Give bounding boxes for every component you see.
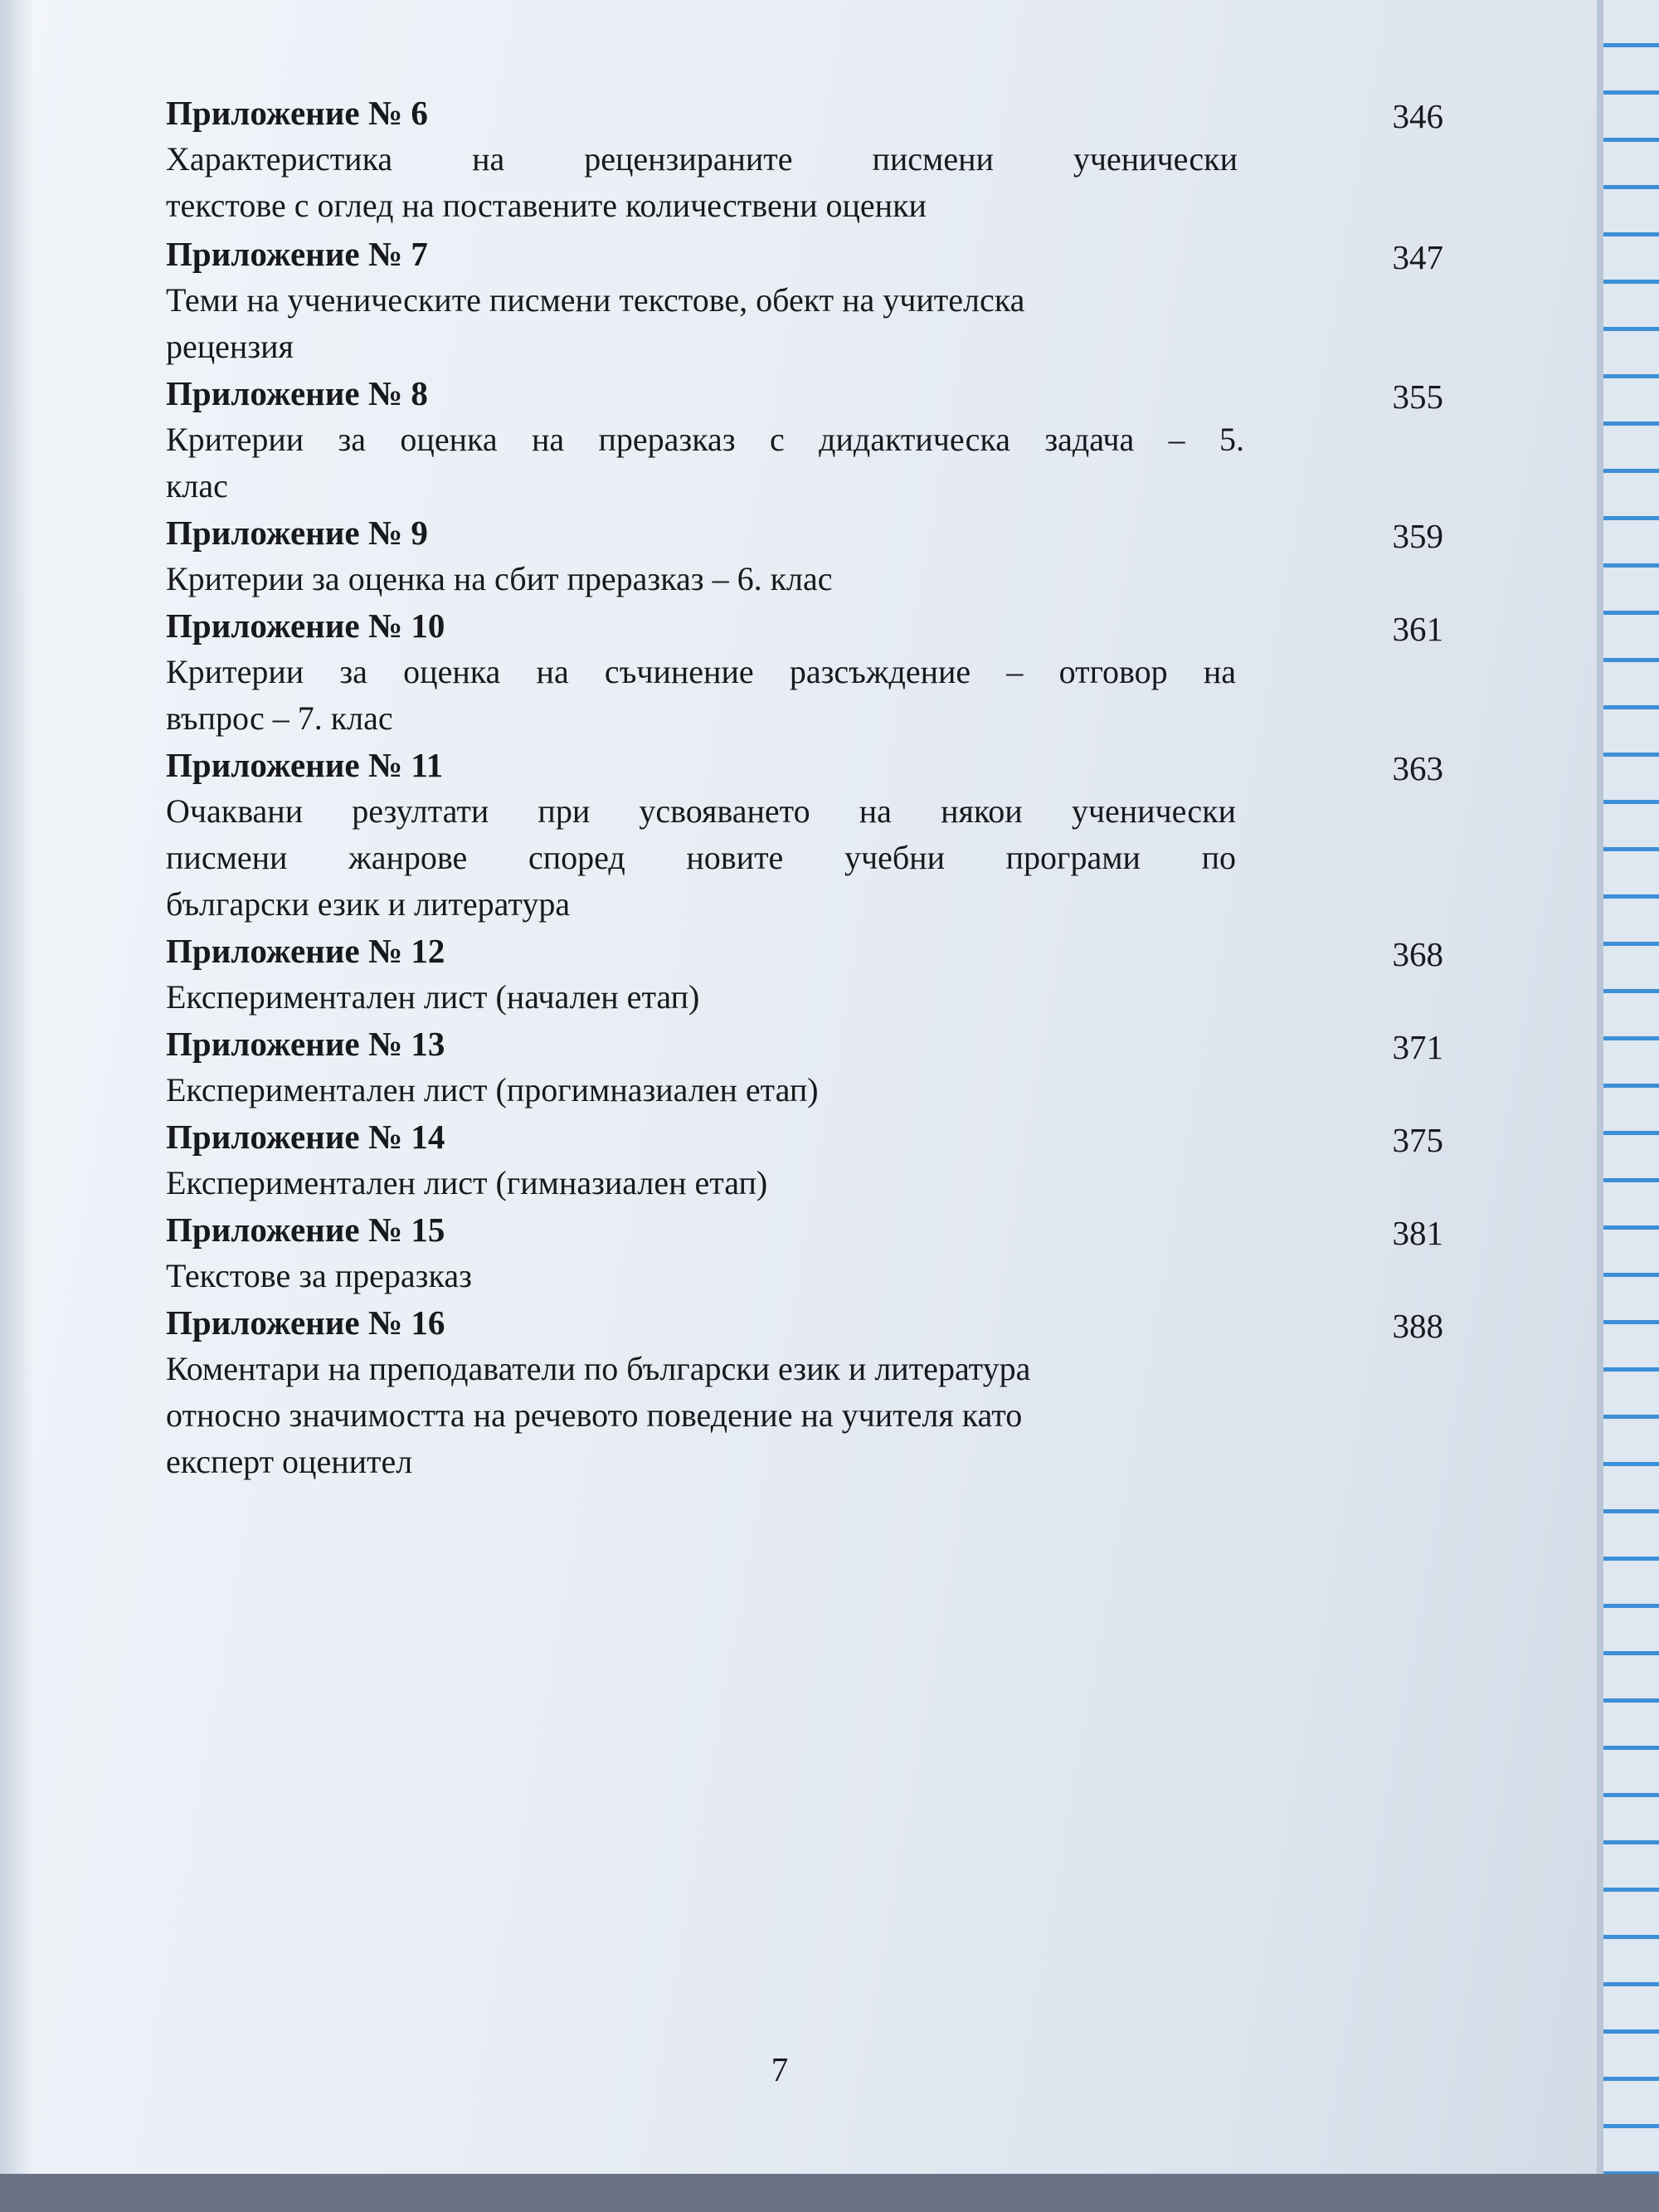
description-line: Експериментален лист (гимназиален етап) <box>166 1164 768 1201</box>
toc-entry-page: 388 <box>1392 1307 1443 1345</box>
description-line: Критерии за оценка на преразказ с дидактическа задача – 5. <box>166 421 1244 458</box>
toc-entry <box>166 602 1443 742</box>
description-line: клас <box>166 467 228 504</box>
description-line: рецензия <box>166 328 294 365</box>
description-line: Характеристика на рецензираните писмени ученически <box>166 140 1238 178</box>
description-line: писмени жанрове според новите учебни програми по <box>166 839 1236 876</box>
page-number: 7 <box>771 2050 789 2088</box>
description-line: Очаквани резултати при усвояването на някои ученически <box>166 792 1236 830</box>
toc-entry-page: 355 <box>1392 378 1443 416</box>
toc-entry-title: Приложение № 16 <box>166 1303 445 1342</box>
description-line: Текстове за преразказ <box>166 1257 472 1294</box>
table-of-contents <box>166 90 1443 1485</box>
toc-entry <box>166 1021 1443 1113</box>
description-line: Експериментален лист (прогимназиален етап) <box>166 1071 819 1108</box>
toc-entry-title: Приложение № 11 <box>166 746 444 784</box>
toc-entry-title: Приложение № 9 <box>166 514 428 552</box>
toc-entry-title: Приложение № 7 <box>166 235 428 273</box>
toc-entry-description <box>166 556 1244 602</box>
notebook-backdrop <box>1601 0 1659 2212</box>
toc-entry <box>166 1113 1443 1206</box>
toc-entry-title: Приложение № 13 <box>166 1025 445 1063</box>
toc-entry <box>166 928 1443 1021</box>
toc-entry-description <box>166 649 1236 742</box>
toc-entry <box>166 1299 1443 1485</box>
toc-entry-page: 368 <box>1392 935 1443 973</box>
toc-entry-page: 363 <box>1392 749 1443 787</box>
description-line: Коментари на преподаватели по български език и литература <box>166 1350 1031 1387</box>
toc-entry-page: 347 <box>1392 238 1443 276</box>
toc-entry-page: 375 <box>1392 1121 1443 1159</box>
toc-entry-description <box>166 277 1244 370</box>
toc-entry <box>166 742 1443 928</box>
toc-entry-description <box>166 417 1244 509</box>
toc-entry-description <box>166 136 1238 229</box>
toc-entry-title: Приложение № 8 <box>166 374 428 412</box>
description-line: текстове с оглед на поставените количествени оценки <box>166 187 927 224</box>
description-line: български език и литература <box>166 885 571 923</box>
toc-entry-title: Приложение № 15 <box>166 1211 445 1249</box>
toc-entry-description <box>166 1160 1244 1206</box>
description-line: Критерии за оценка на съчинение разсъждение – отговор на <box>166 653 1236 690</box>
toc-entry <box>166 509 1443 602</box>
description-line: експерт оценител <box>166 1443 413 1480</box>
toc-entry-page: 371 <box>1392 1028 1443 1066</box>
description-line: въпрос – 7. клас <box>166 699 393 737</box>
description-line: Експериментален лист (начален етап) <box>166 978 700 1016</box>
description-line: Теми на ученическите писмени текстове, обект на учителска <box>166 281 1025 319</box>
description-line: относно значимостта на речевото поведение на учителя като <box>166 1396 1023 1434</box>
description-line: Критерии за оценка на сбит преразказ – 6. клас <box>166 560 833 597</box>
toc-entry-description <box>166 1067 1244 1113</box>
toc-entry <box>166 231 1443 370</box>
toc-entry-description <box>166 1253 1244 1299</box>
toc-entry <box>166 370 1443 509</box>
toc-entry-description <box>166 1346 1224 1485</box>
toc-entry-page: 346 <box>1392 97 1443 135</box>
toc-entry-description <box>166 974 1244 1021</box>
page-edge <box>1597 0 1603 2212</box>
toc-entry-description <box>166 788 1236 928</box>
toc-entry <box>166 90 1443 229</box>
page-gutter <box>0 0 33 2174</box>
table-surface <box>0 2174 1659 2212</box>
toc-entry-page: 381 <box>1392 1214 1443 1252</box>
toc-entry-title: Приложение № 12 <box>166 932 445 970</box>
toc-entry <box>166 1206 1443 1299</box>
toc-entry-page: 359 <box>1392 517 1443 555</box>
toc-entry-title: Приложение № 10 <box>166 607 445 645</box>
toc-entry-page: 361 <box>1392 610 1443 648</box>
toc-entry-title: Приложение № 6 <box>166 94 428 132</box>
toc-entry-title: Приложение № 14 <box>166 1118 445 1156</box>
